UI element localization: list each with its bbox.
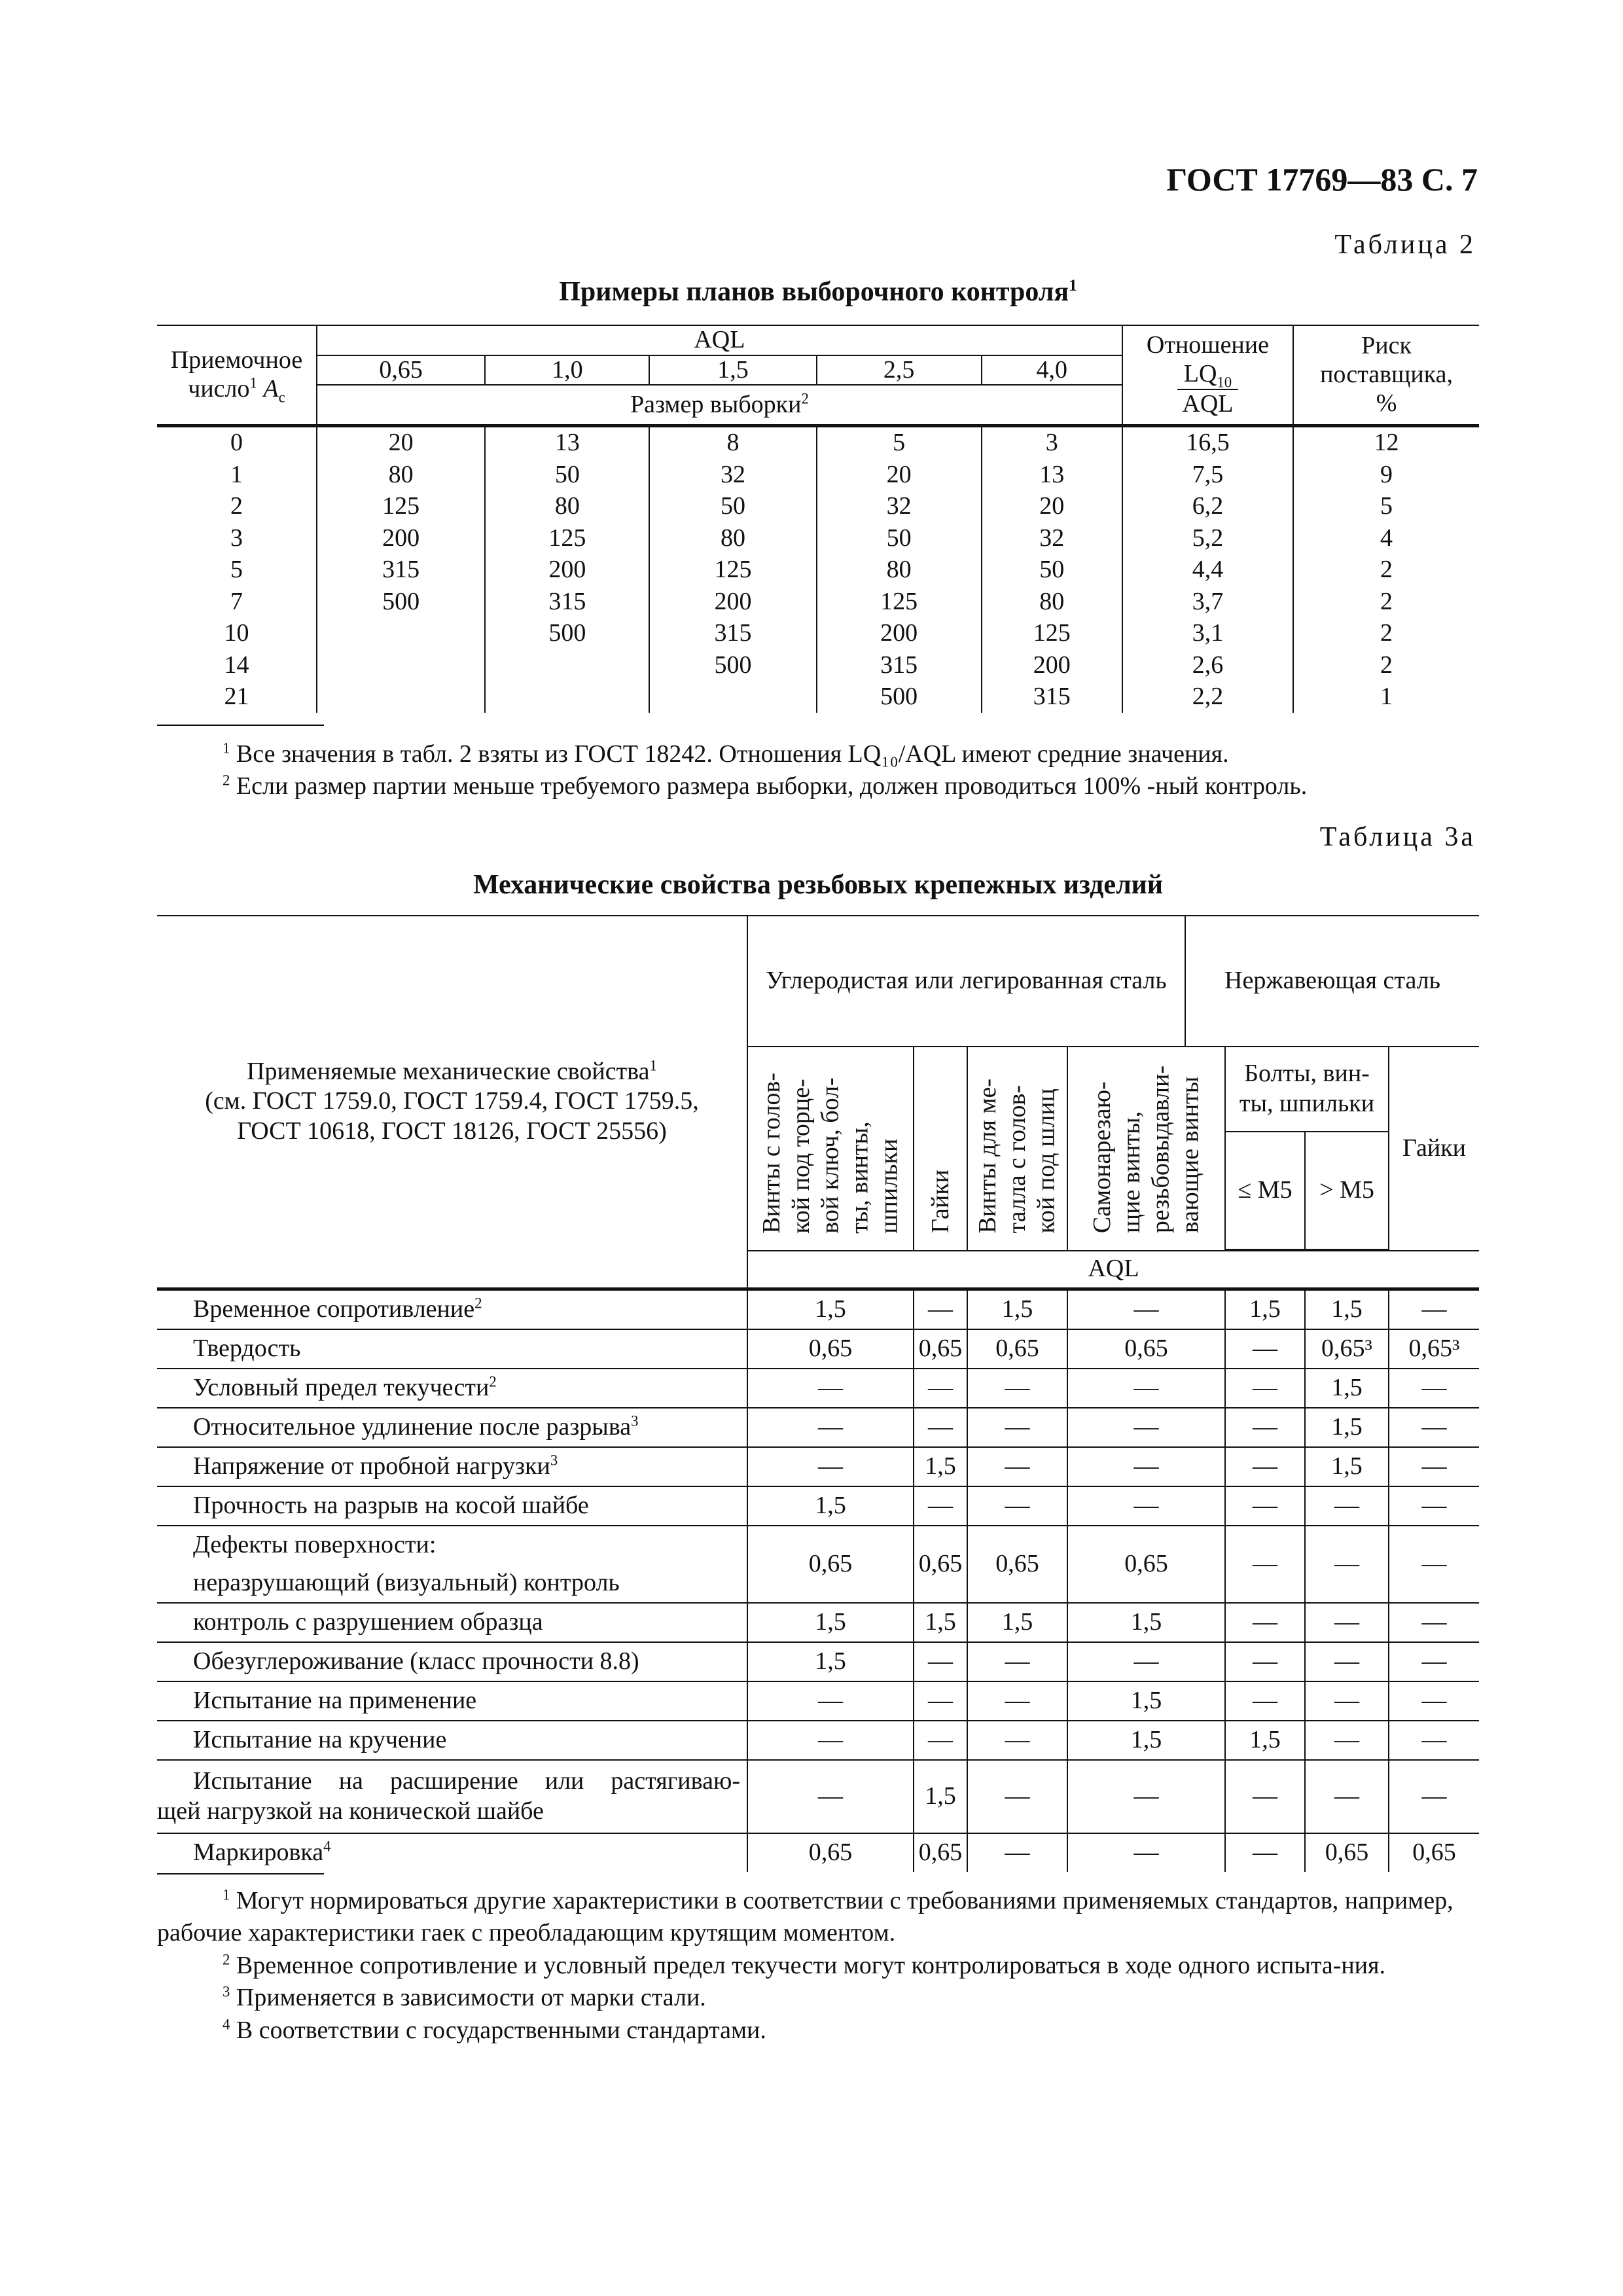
- accept-number-cell: 5: [157, 554, 317, 586]
- aql-cell: 0,65³: [1305, 1329, 1389, 1369]
- aql-cell: —: [1225, 1486, 1305, 1526]
- table-cell: 8: [649, 425, 816, 459]
- aql-cell: —: [1225, 1603, 1305, 1642]
- footnote: $^4$ В соответствии с государственными стандартами.: [223, 2015, 766, 2044]
- property-label: Условный предел текучести$^2$: [157, 1369, 747, 1408]
- footnote: $^2$ Если размер партии меньше требуемого размера выборки, должен проводиться 100% -ный контроль.: [223, 771, 1308, 800]
- aql-cell: —: [1305, 1642, 1389, 1681]
- property-label: Дефекты поверхности:: [157, 1526, 747, 1564]
- property-label: контроль с разрушением образца: [157, 1603, 747, 1642]
- table-cell: 80: [317, 459, 485, 491]
- table-cell: 315: [649, 618, 816, 650]
- table2: [157, 325, 1479, 713]
- col-le-m5: ≤ M5: [1225, 1132, 1305, 1249]
- aql-cell: —: [1225, 1329, 1305, 1369]
- aql-cell: —: [1389, 1447, 1479, 1486]
- col-accept-header: Приемочное число$^1$ $A_c$: [157, 325, 317, 425]
- accept-number-cell: 3: [157, 522, 317, 554]
- aql-cell: —: [1305, 1526, 1389, 1603]
- aql-cell: —: [1225, 1833, 1305, 1872]
- aql-cell: —: [1389, 1603, 1479, 1642]
- aql-cell: 1,5: [914, 1603, 967, 1642]
- footnote: $^1$ Все значения в табл. 2 взяты из ГОСТ 18242. Отношения LQ₁₀/AQL имеют средние значения.: [223, 740, 1229, 768]
- aql-cell: —: [1225, 1681, 1305, 1721]
- standard-header: ГОСТ 17769—83 С. 7: [1166, 161, 1478, 198]
- aql-cell: —: [1067, 1833, 1225, 1872]
- aql-cell: 1,5: [1225, 1721, 1305, 1760]
- aql-cell: —: [967, 1408, 1067, 1447]
- table-row: [157, 522, 1479, 554]
- table-cell: 9: [1293, 459, 1479, 491]
- aql-cell: 1,5: [1305, 1289, 1389, 1329]
- aql-cell: —: [1067, 1642, 1225, 1681]
- aql-cell: 1,5: [1225, 1289, 1305, 1329]
- property-label: неразрушающий (визуальный) контроль: [157, 1564, 747, 1603]
- accept-number-cell: 21: [157, 681, 317, 713]
- footnote-divider: [157, 1873, 324, 1874]
- col-screws-metal: Винты для ме- талла с голов- кой под шлиц: [967, 1047, 1067, 1251]
- accept-number-cell: 0: [157, 425, 317, 459]
- col-self-tapping: Самонарезаю- щие винты, резьбовыдавли- вающие винты: [1067, 1047, 1225, 1251]
- aql-cell: —: [1225, 1526, 1305, 1603]
- aql-cell: —: [1067, 1447, 1225, 1486]
- aql-value: 1,0: [485, 355, 649, 386]
- aql-cell: —: [747, 1447, 914, 1486]
- table-cell: 125: [485, 522, 649, 554]
- aql-cell: 1,5: [747, 1642, 914, 1681]
- group-stainless: Нержавеющая сталь: [1185, 916, 1479, 1047]
- aql-cell: —: [1225, 1642, 1305, 1681]
- aql-header: AQL: [317, 325, 1122, 355]
- aql-value: 4,0: [982, 355, 1122, 386]
- aql-cell: —: [967, 1833, 1067, 1872]
- table-row: [157, 1486, 1479, 1526]
- aql-cell: 1,5: [1067, 1603, 1225, 1642]
- table-cell: 315: [317, 554, 485, 586]
- table-cell: 32: [649, 459, 816, 491]
- table-cell: [485, 681, 649, 713]
- aql-cell: 1,5: [914, 1447, 967, 1486]
- aql-cell: 1,5: [914, 1760, 967, 1833]
- table-cell: [649, 681, 816, 713]
- table-row: [157, 1833, 1479, 1872]
- table-cell: 200: [317, 522, 485, 554]
- property-label: Испытание на кручение: [157, 1721, 747, 1760]
- table-cell: 80: [485, 491, 649, 523]
- aql-cell: —: [1305, 1486, 1389, 1526]
- table-cell: 12: [1293, 425, 1479, 459]
- table-cell: 2: [1293, 554, 1479, 586]
- property-label: Маркировка$^4$: [157, 1833, 747, 1872]
- aql-value: 2,5: [817, 355, 982, 386]
- table-cell: 500: [485, 618, 649, 650]
- aql-cell: —: [914, 1642, 967, 1681]
- aql-cell: —: [967, 1760, 1067, 1833]
- property-label: Обезуглероживание (класс прочности 8.8): [157, 1642, 747, 1681]
- aql-cell: —: [747, 1369, 914, 1408]
- table-cell: [317, 618, 485, 650]
- property-label: Испытание на применение: [157, 1681, 747, 1721]
- aql-cell: 1,5: [1067, 1681, 1225, 1721]
- aql-header: AQL: [747, 1251, 1479, 1289]
- table-cell: 50: [649, 491, 816, 523]
- aql-value: 0,65: [317, 355, 485, 386]
- aql-cell: —: [1389, 1289, 1479, 1329]
- table-row: [157, 1408, 1479, 1447]
- table-cell: 2: [1293, 586, 1479, 618]
- accept-number-cell: 1: [157, 459, 317, 491]
- aql-cell: —: [967, 1721, 1067, 1760]
- aql-cell: 1,5: [1305, 1408, 1389, 1447]
- aql-cell: —: [1389, 1721, 1479, 1760]
- accept-number-cell: 10: [157, 618, 317, 650]
- table-cell: 80: [982, 586, 1122, 618]
- aql-cell: —: [1389, 1760, 1479, 1833]
- table-row: [157, 1447, 1479, 1486]
- table-row: [157, 618, 1479, 650]
- table-cell: 50: [485, 459, 649, 491]
- aql-cell: —: [914, 1486, 967, 1526]
- table-cell: 7,5: [1122, 459, 1293, 491]
- aql-cell: —: [1305, 1721, 1389, 1760]
- table-cell: 500: [817, 681, 982, 713]
- table-cell: [317, 649, 485, 681]
- col-gt-m5: > M5: [1305, 1132, 1389, 1249]
- table-cell: 500: [649, 649, 816, 681]
- aql-cell: —: [914, 1721, 967, 1760]
- col-screws-head: Винты с голов- кой под торце- вой ключ, бол- ты, винты, шпильки: [747, 1047, 914, 1251]
- table-cell: 125: [649, 554, 816, 586]
- table-cell: 16,5: [1122, 425, 1293, 459]
- aql-cell: 0,65: [1067, 1329, 1225, 1369]
- aql-cell: —: [1305, 1603, 1389, 1642]
- table-cell: 125: [317, 491, 485, 523]
- table-cell: 80: [817, 554, 982, 586]
- aql-cell: —: [914, 1681, 967, 1721]
- table-cell: 315: [982, 681, 1122, 713]
- aql-cell: —: [1067, 1760, 1225, 1833]
- aql-cell: 0,65: [747, 1526, 914, 1603]
- aql-cell: —: [1389, 1486, 1479, 1526]
- table-cell: 2: [1293, 649, 1479, 681]
- aql-cell: 0,65³: [1389, 1329, 1479, 1369]
- aql-cell: —: [914, 1408, 967, 1447]
- aql-cell: 1,5: [747, 1486, 914, 1526]
- table-cell: 5,2: [1122, 522, 1293, 554]
- table3a: [157, 915, 1479, 1872]
- property-label: Испытание на расширение или растягиваю- щей нагрузкой на конической шайбе: [157, 1760, 747, 1833]
- aql-cell: 1,5: [1067, 1721, 1225, 1760]
- table-cell: 50: [982, 554, 1122, 586]
- aql-cell: —: [1067, 1289, 1225, 1329]
- accept-number-cell: 7: [157, 586, 317, 618]
- table-cell: 1: [1293, 681, 1479, 713]
- table-row: [157, 649, 1479, 681]
- aql-cell: —: [1067, 1486, 1225, 1526]
- table3a-label: Таблица 3а: [1319, 822, 1476, 852]
- aql-cell: 1,5: [967, 1289, 1067, 1329]
- aql-cell: —: [967, 1369, 1067, 1408]
- aql-cell: —: [967, 1681, 1067, 1721]
- table-row: [157, 491, 1479, 523]
- aql-cell: —: [1225, 1447, 1305, 1486]
- aql-cell: 0,65: [747, 1833, 914, 1872]
- aql-cell: 0,65: [1389, 1833, 1479, 1872]
- table2-label: Таблица 2: [1334, 230, 1476, 260]
- table-cell: 20: [317, 425, 485, 459]
- aql-cell: 1,5: [747, 1603, 914, 1642]
- table-cell: 4: [1293, 522, 1479, 554]
- aql-cell: —: [1305, 1681, 1389, 1721]
- table-cell: 80: [649, 522, 816, 554]
- ratio-header: Отношение $LQ_{10}$ AQL: [1122, 325, 1293, 425]
- table-row: [157, 1681, 1479, 1721]
- aql-cell: —: [1389, 1526, 1479, 1603]
- aql-cell: 0,65: [1067, 1526, 1225, 1603]
- table-row: [157, 1369, 1479, 1408]
- group-carbon: Углеродистая или легированная сталь: [747, 916, 1185, 1047]
- aql-cell: 1,5: [967, 1603, 1067, 1642]
- table-cell: 200: [649, 586, 816, 618]
- table-cell: 5: [1293, 491, 1479, 523]
- table-cell: 200: [485, 554, 649, 586]
- risk-header: Риск поставщика, %: [1293, 325, 1479, 425]
- aql-cell: —: [1225, 1760, 1305, 1833]
- aql-cell: —: [914, 1369, 967, 1408]
- aql-cell: —: [1389, 1369, 1479, 1408]
- aql-cell: —: [1067, 1369, 1225, 1408]
- aql-cell: —: [1225, 1408, 1305, 1447]
- aql-cell: —: [914, 1289, 967, 1329]
- table-cell: 315: [485, 586, 649, 618]
- table-row: [157, 1642, 1479, 1681]
- table-cell: 20: [817, 459, 982, 491]
- aql-cell: —: [747, 1760, 914, 1833]
- table-cell: 6,2: [1122, 491, 1293, 523]
- table-cell: 20: [982, 491, 1122, 523]
- col-bolts-stainless: Болты, вин- ты, шпильки: [1225, 1047, 1389, 1132]
- aql-cell: 0,65: [914, 1526, 967, 1603]
- table-cell: 50: [817, 522, 982, 554]
- property-label: Временное сопротивление$^2$: [157, 1289, 747, 1329]
- table-cell: [317, 681, 485, 713]
- table-row: [157, 459, 1479, 491]
- aql-cell: —: [1067, 1408, 1225, 1447]
- footnote: $^1$ Могут нормироваться другие характеристики в соответствии с требованиями применяемых стандартов, например, рабочие характеристики гаек с преобладающим крутящим моментом.: [157, 1886, 1454, 1947]
- aql-cell: 0,65: [1305, 1833, 1389, 1872]
- aql-cell: —: [1389, 1408, 1479, 1447]
- footnote-divider: [157, 725, 324, 726]
- aql-cell: 0,65: [747, 1329, 914, 1369]
- aql-cell: —: [747, 1681, 914, 1721]
- table-cell: 13: [982, 459, 1122, 491]
- accept-number-cell: 2: [157, 491, 317, 523]
- table-cell: 200: [817, 618, 982, 650]
- table-cell: 13: [485, 425, 649, 459]
- aql-cell: 0,65: [967, 1526, 1067, 1603]
- aql-cell: —: [747, 1721, 914, 1760]
- col-nuts: Гайки: [914, 1047, 967, 1251]
- table-row: [157, 554, 1479, 586]
- table-row: [157, 1289, 1479, 1329]
- aql-cell: 1,5: [1305, 1369, 1389, 1408]
- aql-cell: 0,65: [914, 1329, 967, 1369]
- table-cell: 3,1: [1122, 618, 1293, 650]
- aql-cell: 1,5: [1305, 1447, 1389, 1486]
- table3a-footnotes: [157, 1885, 1479, 2047]
- aql-cell: —: [1389, 1642, 1479, 1681]
- property-label: Относительное удлинение после разрыва$^3$: [157, 1408, 747, 1447]
- table-row: [157, 425, 1479, 459]
- col-nuts-stainless: Гайки: [1389, 1047, 1479, 1251]
- table-cell: 32: [982, 522, 1122, 554]
- table-row: [157, 1721, 1479, 1760]
- table-row: [157, 1329, 1479, 1369]
- table-row: [157, 1760, 1479, 1833]
- property-label: Прочность на разрыв на косой шайбе: [157, 1486, 747, 1526]
- table-cell: 125: [982, 618, 1122, 650]
- aql-cell: 1,5: [747, 1289, 914, 1329]
- table-cell: 2: [1293, 618, 1479, 650]
- property-label: Напряжение от пробной нагрузки$^3$: [157, 1447, 747, 1486]
- table-cell: 315: [817, 649, 982, 681]
- aql-cell: —: [967, 1642, 1067, 1681]
- table-cell: 3,7: [1122, 586, 1293, 618]
- table-cell: 32: [817, 491, 982, 523]
- aql-cell: 0,65: [967, 1329, 1067, 1369]
- table2-footnotes: [157, 738, 1479, 802]
- aql-cell: —: [1389, 1681, 1479, 1721]
- aql-cell: —: [1305, 1760, 1389, 1833]
- table-row: [157, 1526, 1479, 1564]
- aql-cell: —: [747, 1408, 914, 1447]
- accept-number-cell: 14: [157, 649, 317, 681]
- aql-cell: —: [1225, 1369, 1305, 1408]
- aql-cell: —: [967, 1486, 1067, 1526]
- property-label: Твердость: [157, 1329, 747, 1369]
- aql-value: 1,5: [649, 355, 816, 386]
- aql-cell: 0,65: [914, 1833, 967, 1872]
- footnote: $^3$ Применяется в зависимости от марки стали.: [223, 1983, 706, 2012]
- props-header: Применяемые механические свойства$^1$ (см. ГОСТ 1759.0, ГОСТ 1759.4, ГОСТ 1759.5, ГОСТ 10618, ГОСТ 18126, ГОСТ 25556): [157, 916, 747, 1289]
- table-cell: 3: [982, 425, 1122, 459]
- aql-cell: —: [967, 1447, 1067, 1486]
- table-cell: 4,4: [1122, 554, 1293, 586]
- table3a-title: Механические свойства резьбовых крепежных изделий: [473, 870, 1164, 900]
- table2-title: Примеры планов выборочного контроля$^1$: [559, 277, 1077, 307]
- sample-size-header: Размер выборки$^2$: [317, 385, 1122, 425]
- table-cell: 5: [817, 425, 982, 459]
- table-cell: [485, 649, 649, 681]
- table-cell: 2,2: [1122, 681, 1293, 713]
- table-cell: 500: [317, 586, 485, 618]
- table-row: [157, 586, 1479, 618]
- table-row: [157, 1603, 1479, 1642]
- table-row: [157, 681, 1479, 713]
- footnote: $^2$ Временное сопротивление и условный предел текучести могут контролироваться в ходе одного испыта-ния.: [223, 1951, 1385, 1979]
- table-cell: 125: [817, 586, 982, 618]
- table-cell: 200: [982, 649, 1122, 681]
- table-cell: 2,6: [1122, 649, 1293, 681]
